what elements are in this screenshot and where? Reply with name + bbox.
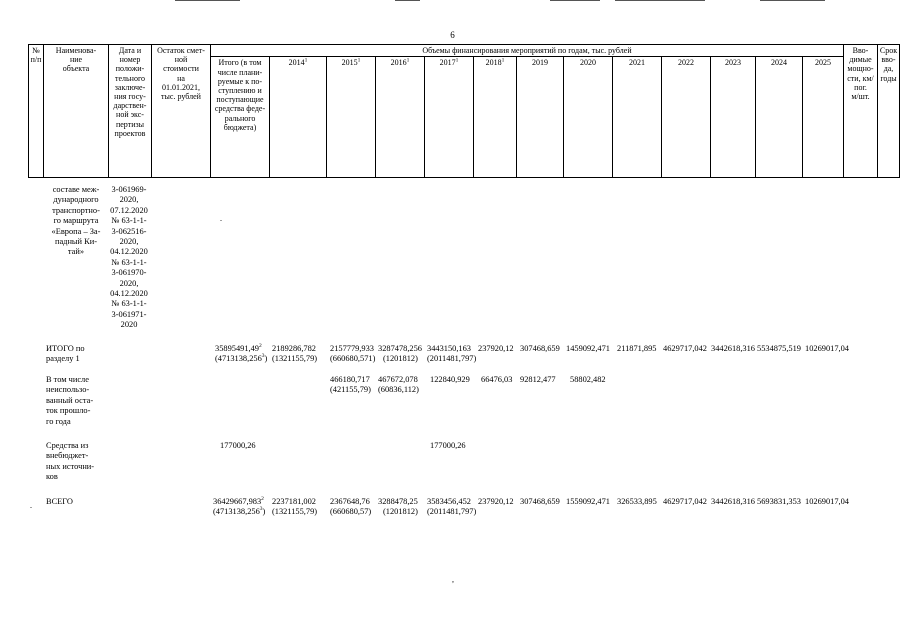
closing-paren: ) <box>264 354 268 364</box>
itogo-2017 <box>427 344 476 365</box>
value: 2189286,782 <box>272 344 316 353</box>
itogo-2023: 3442618,316 <box>711 344 755 353</box>
header-num: № п/п <box>29 45 44 178</box>
vsego-total <box>213 497 265 518</box>
value: 3583456,452 <box>427 497 471 506</box>
header-year-2017 <box>425 57 474 178</box>
value: 2237181,002 <box>272 497 316 506</box>
row-label-unused: В том числе неиспользо- ванный оста- ток прошло- го года <box>46 375 94 426</box>
vsego-2015 <box>330 497 371 518</box>
row-label-extra-budget: Средства из внебюджет- ных источни- ков <box>46 441 95 482</box>
header-year-2022 <box>662 57 711 178</box>
unused-2020: 58802,482 <box>570 375 606 384</box>
scan-edge-line <box>395 0 420 1</box>
footnote-mark: 3 <box>261 353 265 360</box>
header-year-2014 <box>270 57 327 178</box>
unused-2016 <box>378 375 419 396</box>
year-label: 2016 <box>390 58 407 68</box>
itogo-2014 <box>272 344 317 365</box>
vsego-2017 <box>427 497 476 518</box>
object-name-continuation: составе меж- дународного транспортно- го маршрута «Европа – За- падный Ки- тай» <box>51 185 101 257</box>
value: 3288478,25 <box>378 497 418 506</box>
federal-value: (1321155,79) <box>272 354 318 364</box>
federal-value: (60836,112) <box>378 385 419 395</box>
row-label-vsego: ВСЕГО <box>46 497 73 506</box>
federal-value: (660680,571) <box>330 354 376 364</box>
itogo-2025: 10269017,04 <box>805 344 849 353</box>
value: 466180,717 <box>330 375 370 384</box>
federal-value: (421155,79) <box>330 385 371 395</box>
unused-2018: 66476,03 <box>481 375 513 384</box>
vsego-2016 <box>378 497 418 518</box>
header-total: Итого (в том числе плани- руемые к по- ступлению и поступающие средства феде- рального бюджета) <box>211 57 270 178</box>
header-year-2021 <box>613 57 662 178</box>
closing-paren: ) <box>262 507 266 517</box>
header-year-2019 <box>517 57 564 178</box>
federal-value: (1201812) <box>383 507 418 517</box>
federal-value: (660680,57) <box>330 507 372 517</box>
footnote-mark: 2 <box>258 343 262 350</box>
itogo-2016 <box>378 344 422 365</box>
header-year-2020 <box>564 57 613 178</box>
year-label: 2023 <box>725 58 741 68</box>
value: 2157779,933 <box>330 344 374 353</box>
vsego-2021: 326533,895 <box>617 497 657 506</box>
page-number: 6 <box>450 30 455 40</box>
year-label: 2014 <box>288 58 305 68</box>
itogo-2019: 307468,659 <box>520 344 560 353</box>
itogo-total-federal: (4713138,256 <box>215 354 262 364</box>
footnote-mark: 2 <box>261 496 264 503</box>
scan-edge-line <box>760 0 825 1</box>
year-label: 2022 <box>678 58 694 68</box>
scan-speck: , <box>452 575 454 584</box>
year-label: 2020 <box>580 58 596 68</box>
scan-edge-line <box>615 0 705 1</box>
scan-speck: . <box>220 214 222 223</box>
year-label: 2017 <box>439 58 456 68</box>
vsego-2019: 307468,659 <box>520 497 560 506</box>
scan-speck: . <box>30 501 32 510</box>
footnote-mark: 1 <box>304 57 308 64</box>
footnote-mark: 1 <box>357 57 361 64</box>
table-header <box>28 44 900 178</box>
itogo-2022: 4629717,042 <box>663 344 707 353</box>
vsego-2024: 5693831,353 <box>757 497 801 506</box>
expertise-date-continuation: 3-061969- 2020, 07.12.2020 № 63-1-1- 3-062516- 2020, 04.12.2020 № 63-1-1- 3-061970- 2020, 04.12.2020 № 63-1-1- 3-061971- 2020 <box>110 185 148 330</box>
vsego-2023: 3442618,316 <box>711 497 755 506</box>
scan-edge-line <box>550 0 600 1</box>
year-label: 2015 <box>341 58 358 68</box>
extra-total: 177000,26 <box>220 441 256 450</box>
unused-2019: 92812,477 <box>520 375 556 384</box>
vsego-2025: 10269017,04 <box>805 497 849 506</box>
federal-value: (2011481,797) <box>427 354 477 364</box>
vsego-2022: 4629717,042 <box>663 497 707 506</box>
scan-edge-line <box>175 0 240 1</box>
header-year-2015 <box>327 57 376 178</box>
header-remainder: Остаток смет- ной стоимости на 01.01.2021, тыс. рублей <box>152 45 211 178</box>
header-year-2025 <box>803 57 844 178</box>
header-object-name: Наименова- ние объекта <box>44 45 109 178</box>
footnote-mark: 1 <box>501 57 505 64</box>
row-label-itogo: ИТОГО по разделу 1 <box>46 344 85 364</box>
header-capacity: Вво- димые мощно- сти, км/ пог. м/шт. <box>844 45 878 178</box>
itogo-2018: 237920,12 <box>478 344 514 353</box>
vsego-2018: 237920,12 <box>478 497 514 506</box>
header-term: Срок вво- да, годы <box>878 45 900 178</box>
vsego-2020: 1559092,471 <box>566 497 610 506</box>
federal-value: (1201812) <box>383 354 418 364</box>
value: 2367648,76 <box>330 497 370 506</box>
vsego-total-federal: (4713138,256 <box>213 507 260 517</box>
itogo-2020: 1459092,471 <box>566 344 610 353</box>
vsego-total-value: 36429667,983 <box>213 497 262 506</box>
header-expertise-date: Дата и номер положи- тельного заключе- ния госу- дарствен- ной экс- пертизы проектов <box>109 45 152 178</box>
year-label: 2024 <box>771 58 787 68</box>
unused-2017: 122840,929 <box>430 375 470 384</box>
itogo-2021: 211871,895 <box>617 344 657 353</box>
value: 3443150,163 <box>427 344 471 353</box>
year-label: 2021 <box>629 58 645 68</box>
header-financing-group: Объемы финансирования мероприятий по годам, тыс. рублей <box>211 45 844 57</box>
federal-value: (2011481,797) <box>427 507 477 517</box>
itogo-2024: 5534875,519 <box>757 344 801 353</box>
value: 467672,078 <box>378 375 418 384</box>
footnote-mark: 1 <box>406 57 410 64</box>
header-year-2018 <box>474 57 517 178</box>
unused-2015 <box>330 375 371 396</box>
header-year-2016 <box>376 57 425 178</box>
header-year-2024 <box>756 57 803 178</box>
federal-value: (1321155,79) <box>272 507 318 517</box>
itogo-total-value: 35895491,49 <box>215 344 259 353</box>
footnote-mark: 1 <box>455 57 459 64</box>
header-year-2023 <box>711 57 756 178</box>
itogo-total <box>215 344 267 365</box>
vsego-2014 <box>272 497 317 518</box>
footnote-mark: 3 <box>259 506 263 513</box>
year-label: 2025 <box>815 58 831 68</box>
year-label: 2018 <box>485 58 502 68</box>
itogo-2015 <box>330 344 375 365</box>
value: 3287478,256 <box>378 344 422 353</box>
year-label: 2019 <box>532 58 548 68</box>
extra-2017: 177000,26 <box>430 441 466 450</box>
